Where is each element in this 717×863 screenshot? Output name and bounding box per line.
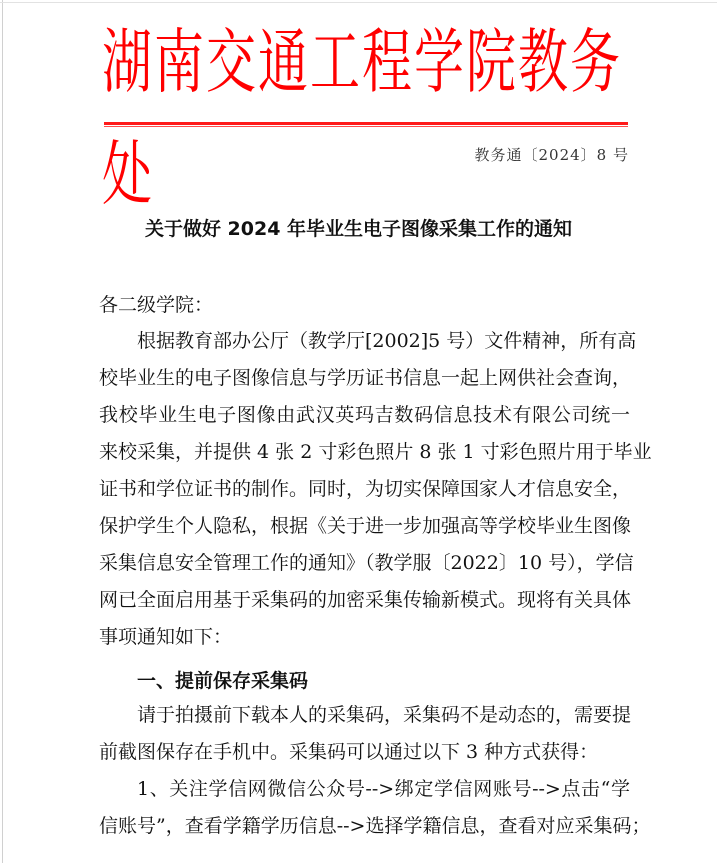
- masthead-rule-thin: [104, 126, 628, 127]
- body-line: 保护学生个人隐私，根据《关于进一步加强高等学校毕业生图像: [99, 515, 632, 537]
- body-line: 校毕业生的电子图像信息与学历证书信息一起上网供社会查询，: [99, 367, 632, 389]
- section-heading: 一、提前保存采集码: [137, 670, 309, 692]
- body-line: 我校毕业生电子图像由武汉英玛吉数码信息技术有限公司统一: [99, 404, 630, 426]
- body-line: 前截图保存在手机中。采集码可以通过以下 3 种方式获得：: [99, 741, 599, 763]
- page-edge-left: [2, 0, 3, 863]
- masthead: 湖南交通工程学院教务处: [102, 21, 620, 215]
- body-line: 网已全面启用基于采集码的加密采集传输新模式。现将有关具体: [99, 589, 632, 611]
- page-edge-top: [0, 2, 717, 3]
- body-line: 根据教育部办公厅（教学厅[2002]5 号）文件精神，所有高: [137, 330, 637, 352]
- body-line: 1、关注学信网微信公众号-->绑定学信网账号-->点击“学: [137, 778, 630, 800]
- document-title: 关于做好 2024 年毕业生电子图像采集工作的通知: [144, 218, 573, 240]
- body-line: 信账号”，查看学籍学历信息-->选择学籍信息，查看对应采集码；: [99, 815, 651, 837]
- masthead-rule-thick: [104, 122, 628, 125]
- body-line: 证书和学位证书的制作。同时，为切实保障国家人才信息安全，: [99, 478, 632, 500]
- salutation: 各二级学院：: [99, 294, 214, 316]
- document-number: 教务通〔2024〕8 号: [474, 146, 629, 164]
- body-line: 来校采集，并提供 4 张 2 寸彩色照片 8 张 1 寸彩色照片用于毕业: [99, 441, 652, 463]
- body-line: 请于拍摄前下载本人的采集码，采集码不是动态的，需要提: [137, 704, 632, 726]
- body-line: 采集信息安全管理工作的通知》（教学服〔2022〕10 号），学信: [99, 552, 634, 574]
- body-line: 事项通知如下：: [99, 626, 233, 648]
